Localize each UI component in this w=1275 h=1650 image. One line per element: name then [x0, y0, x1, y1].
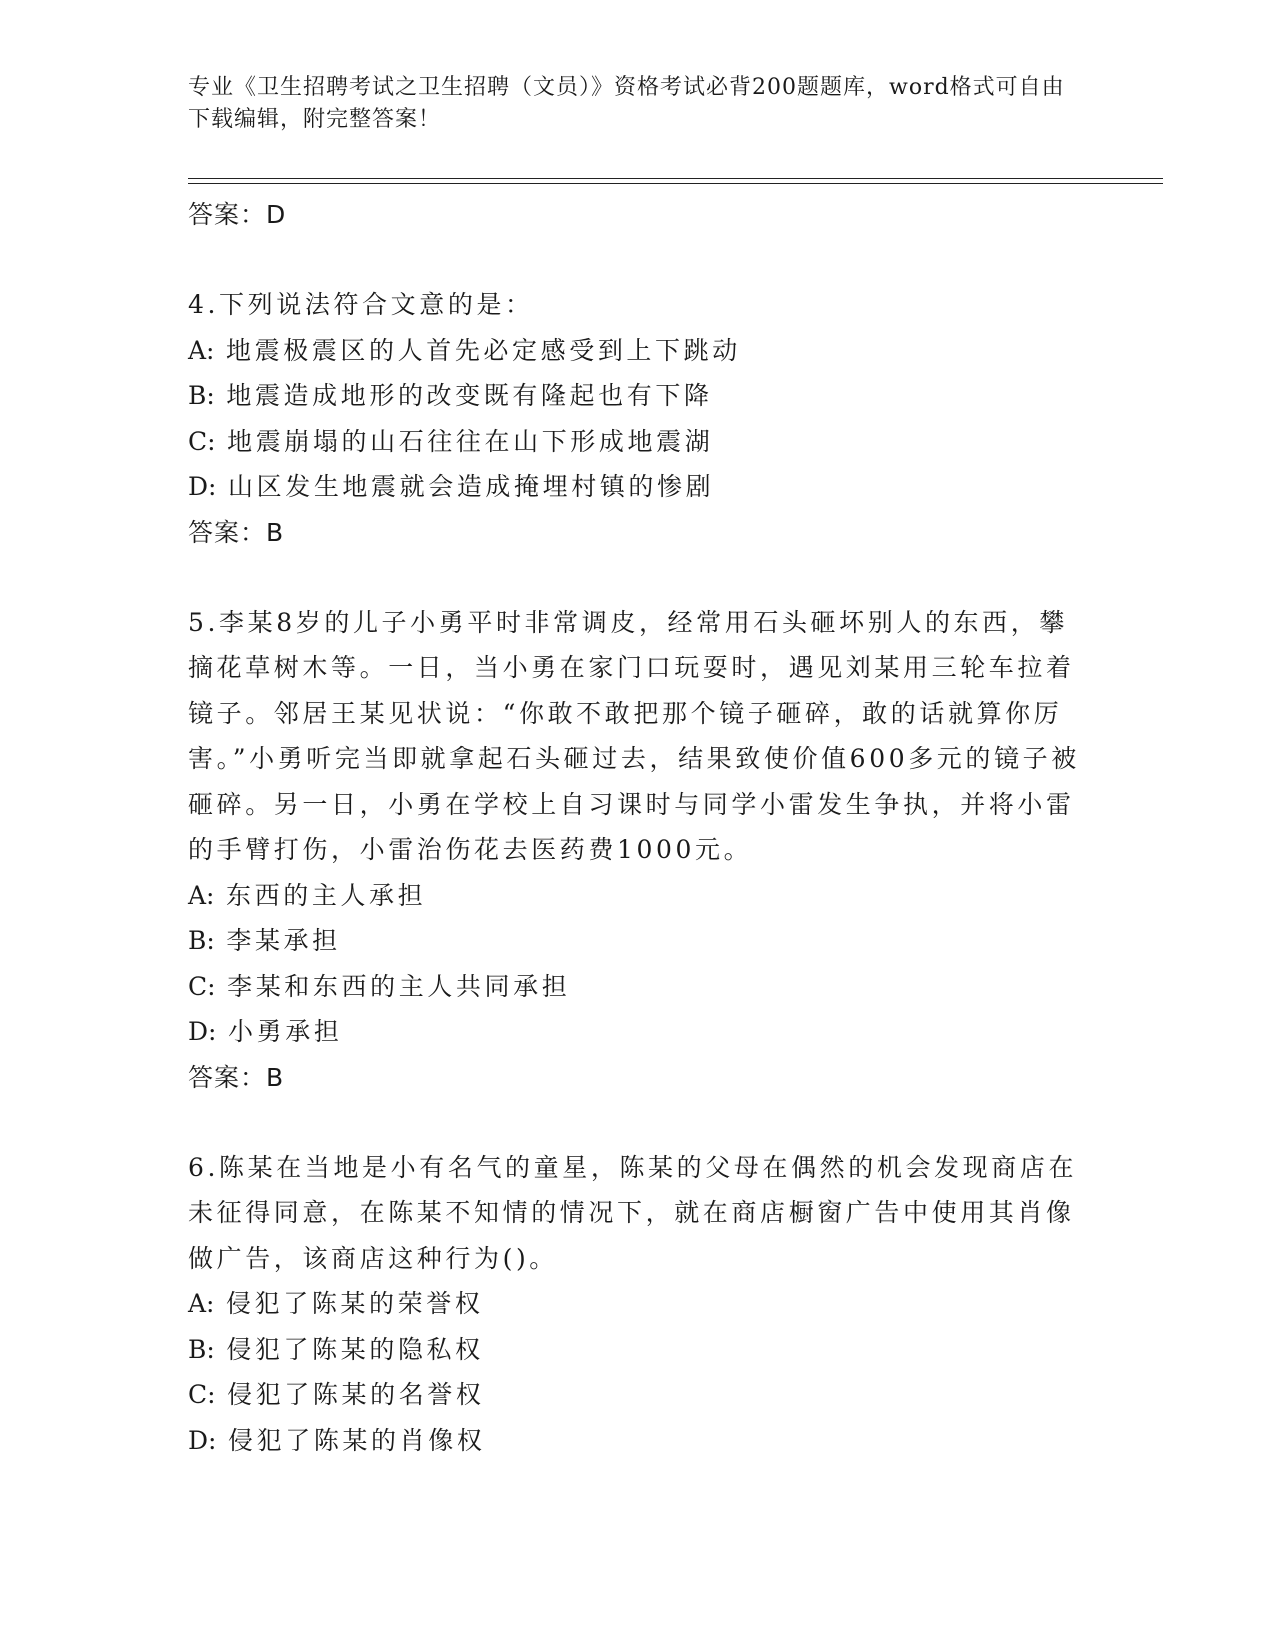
header-rule-bottom: [188, 183, 1163, 184]
question-stem: 4.下列说法符合文意的是：: [188, 290, 534, 319]
document-body: [188, 188, 1088, 1463]
option-a: A: 东西的主人承担: [188, 880, 427, 910]
header-rule-top: [188, 178, 1163, 179]
option-d: D: 侵犯了陈某的肖像权: [188, 1425, 486, 1455]
question-stem: 5.李某8岁的儿子小勇平时非常调皮，经常用石头砸坏别人的东西，攀摘花草树木等。一日，当小勇在家门口玩耍时，遇见刘某用三轮车拉着镜子。邻居王某见状说：“你敢不敢把那个镜子砸碎，敢的话就算你厉害。”小勇听完当即就拿起石头砸过去，结果致使价值600多元的镜子被砸碎。另一日，小勇在学校上自习课时与同学小雷发生争执，并将小雷的手臂打伤，小雷治伤花去医药费1000元。: [188, 607, 1080, 864]
question-6: [188, 1145, 1088, 1464]
answer-line: 答案：D: [188, 200, 287, 229]
answer-line: 答案：B: [188, 517, 285, 547]
option-a: A: 地震极震区的人首先必定感受到上下跳动: [188, 335, 741, 365]
option-c: C: 侵犯了陈某的名誉权: [188, 1380, 485, 1409]
option-c: C: 李某和东西的主人共同承担: [188, 971, 571, 1001]
option-d: D: 山区发生地震就会造成掩埋村镇的惨剧: [188, 472, 715, 501]
option-c: C: 地震崩塌的山石往往在山下形成地震湖: [188, 426, 714, 456]
option-d: D: 小勇承担: [188, 1017, 343, 1046]
question-5: [188, 600, 1088, 1100]
option-b: B: 李某承担: [188, 926, 341, 955]
question-stem: 6.陈某在当地是小有名气的童星，陈某的父母在偶然的机会发现商店在未征得同意，在陈某不知情的情况下，就在商店橱窗广告中使用其肖像做广告，该商店这种行为()。: [188, 1152, 1078, 1273]
question-4: [188, 282, 1088, 555]
option-b: B: 侵犯了陈某的隐私权: [188, 1334, 484, 1364]
option-b: B: 地震造成地形的改变既有隆起也有下降: [188, 381, 713, 410]
option-a: A: 侵犯了陈某的荣誉权: [188, 1289, 484, 1318]
page-header: 专业《卫生招聘考试之卫生招聘（文员）》资格考试必背200题题库，word格式可自由下载编辑，附完整答案！: [188, 75, 1065, 132]
answer-line: 答案：B: [188, 1062, 285, 1092]
